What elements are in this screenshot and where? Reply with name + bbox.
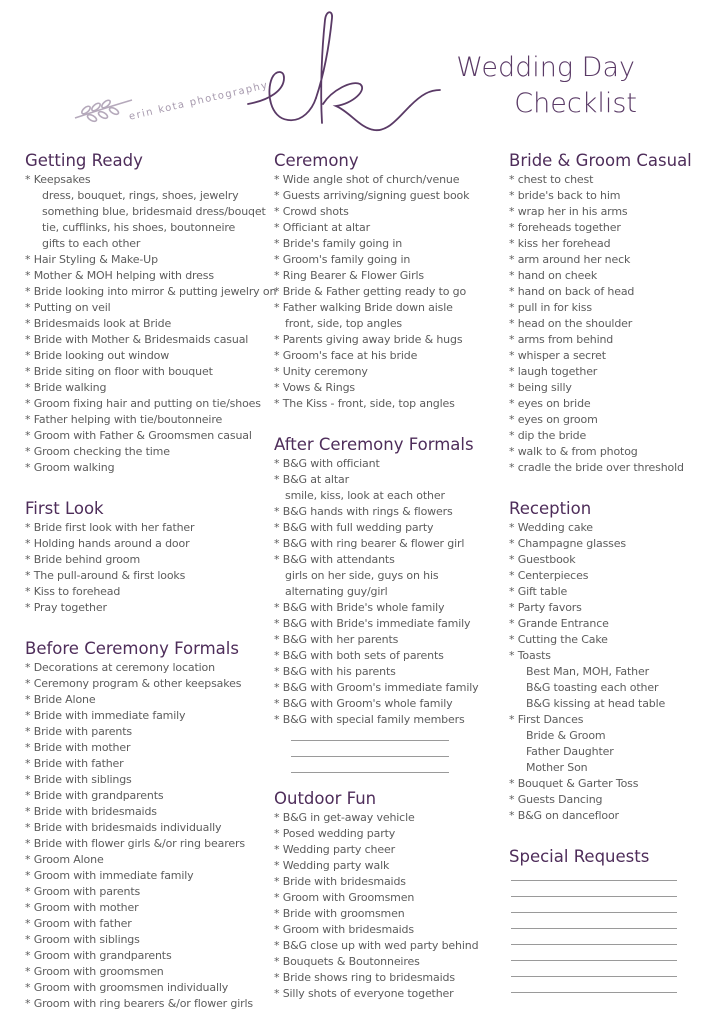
list-item: * B&G hands with rings & flowers [274,505,453,518]
list-item: alternating guy/girl [285,585,388,598]
list-item: * B&G with his parents [274,665,396,678]
ceremony-list [274,172,504,412]
list-item: * Groom checking the time [25,445,170,458]
list-item: * Wedding party cheer [274,843,395,856]
list-item: * walk to & from photog [509,445,638,458]
list-item: * eyes on bride [509,397,591,410]
list-item: * Officiant at altar [274,221,371,234]
section-title-after-ceremony: After Ceremony Formals [274,435,474,454]
list-item: * foreheads together [509,221,621,234]
column-left [25,150,277,1012]
section-title-reception: Reception [509,499,592,518]
list-item: * Bride looking into mirror & putting jewelry on [25,285,277,298]
list-item: * Champagne glasses [509,537,626,550]
column-middle [274,150,504,1002]
list-item: * The pull-around & first looks [25,569,186,582]
blank-line [511,880,677,881]
list-item: * Bride with bridesmaids [274,875,406,888]
reception-list [509,520,709,824]
section-title-getting-ready: Getting Ready [25,151,143,170]
list-item: * Father helping with tie/boutonneire [25,413,223,426]
list-item: * kiss her forehead [509,237,611,250]
list-item: * Bride with father [25,757,124,770]
list-item: * B&G with ring bearer & flower girl [274,537,465,550]
after-ceremony-list [274,456,504,728]
blank-line [291,772,449,773]
list-item: * Bride & Father getting ready to go [274,285,467,298]
list-item: front, side, top angles [285,317,403,330]
list-item: * Pray together [25,601,107,614]
list-item: * arms from behind [509,333,614,346]
blank-line [511,896,677,897]
list-item: * Groom with father [25,917,132,930]
list-item: * First Dances [509,713,584,726]
list-item: * B&G on dancefloor [509,809,619,822]
blank-line [511,928,677,929]
list-item: * Groom with grandparents [25,949,172,962]
list-item: * Decorations at ceremony location [25,661,215,674]
list-item: * Bride with bridesmaids individually [25,821,222,834]
section-title-outdoor-fun: Outdoor Fun [274,789,377,808]
list-item: * Groom with ring bearers &/or flower girls [25,997,253,1010]
list-item: * B&G with Bride's immediate family [274,617,471,630]
blank-line [291,756,449,757]
list-item: * being silly [509,381,572,394]
list-item: * Bride with bridesmaids [25,805,157,818]
list-item: * B&G in get-away vehicle [274,811,415,824]
list-item: * Keepsakes [25,173,91,186]
ek-monogram-logo [70,8,470,148]
list-item: smile, kiss, look at each other [285,489,445,502]
brand-name: erin kota photography [128,79,270,123]
list-item: * Grande Entrance [509,617,609,630]
list-item: * hand on cheek [509,269,598,282]
list-item: Father Daughter [526,745,614,758]
list-item: * Ceremony program & other keepsakes [25,677,242,690]
list-item: * Groom with Groomsmen [274,891,415,904]
list-item: * Wedding cake [509,521,593,534]
list-item: B&G kissing at head table [526,697,666,710]
bg-casual-list [509,172,709,476]
blank-line [291,740,449,741]
list-item: dress, bouquet, rings, shoes, jewelry [42,189,239,202]
list-item: * cradle the bride over threshold [509,461,684,474]
list-item: * arm around her neck [509,253,631,266]
list-item: * Groom with Father & Groomsmen casual [25,429,252,442]
list-item: * Groom Alone [25,853,104,866]
blank-lines [291,740,449,773]
list-item: * Bride with mother [25,741,131,754]
list-item: * Vows & Rings [274,381,355,394]
list-item: * Holding hands around a door [25,537,190,550]
list-item: * hand on back of head [509,285,635,298]
list-item: * Groom with groomsmen individually [25,981,229,994]
list-item: * Groom's face at his bride [274,349,418,362]
outdoor-fun-list [274,810,504,1002]
list-item: * Groom with groomsmen [25,965,164,978]
list-item: * Guestbook [509,553,576,566]
list-item: * Crowd shots [274,205,349,218]
list-item: * wrap her in his arms [509,205,628,218]
list-item: * Toasts [509,649,551,662]
list-item: Best Man, MOH, Father [526,665,649,678]
special-requests-lines [511,880,677,993]
list-item: gifts to each other [42,237,141,250]
list-item: * Bride with immediate family [25,709,186,722]
list-item: * whisper a secret [509,349,606,362]
section-title-ceremony: Ceremony [274,151,359,170]
list-item: Bride & Groom [526,729,606,742]
section-title-bg-casual: Bride & Groom Casual [509,151,692,170]
list-item: * Bridesmaids look at Bride [25,317,172,330]
list-item: * B&G with her parents [274,633,399,646]
before-ceremony-list [25,660,265,1012]
list-item: * Groom fixing hair and putting on tie/shoes [25,397,261,410]
list-item: * Bride behind groom [25,553,141,566]
list-item: * Bouquets & Boutonneires [274,955,420,968]
list-item: * Posed wedding party [274,827,396,840]
list-item: * B&G close up with wed party behind [274,939,479,952]
list-item: * Bride Alone [25,693,96,706]
list-item: * dip the bride [509,429,587,442]
list-item: * Ring Bearer & Flower Girls [274,269,424,282]
title-line-1: Wedding Day [456,52,635,83]
list-item: * Cutting the Cake [509,633,608,646]
section-title-special-requests: Special Requests [509,847,650,866]
list-item: * Party favors [509,601,582,614]
blank-line [511,960,677,961]
list-item: * Bride with flower girls &/or ring bearers [25,837,245,850]
list-item: * Centerpieces [509,569,589,582]
list-item: * bride's back to him [509,189,621,202]
list-item: * laugh together [509,365,598,378]
section-title-before-ceremony: Before Ceremony Formals [25,639,239,658]
list-item: tie, cufflinks, his shoes, boutonneire [42,221,236,234]
list-item: * Groom walking [25,461,115,474]
list-item: something blue, bridesmaid dress/bouqet [42,205,266,218]
list-item: * Bride with siblings [25,773,132,786]
list-item: * Groom with parents [25,885,141,898]
list-item: * B&G with Groom's whole family [274,697,453,710]
first-look-list [25,520,265,616]
page-title [456,50,635,122]
list-item: * chest to chest [509,173,594,186]
list-item: * Groom with immediate family [25,869,194,882]
blank-line [511,976,677,977]
list-item: * Wedding party walk [274,859,390,872]
list-item: girls on her side, guys on his [285,569,439,582]
list-item: * Father walking Bride down aisle [274,301,453,314]
list-item: * Bride first look with her father [25,521,195,534]
list-item: * Parents giving away bride & hugs [274,333,463,346]
list-item: * Hair Styling & Make-Up [25,253,158,266]
list-item: * Bride with grandparents [25,789,164,802]
blank-line [511,992,677,993]
list-item: * Bride with Mother & Bridesmaids casual [25,333,249,346]
list-item: * The Kiss - front, side, top angles [274,397,455,410]
list-item: * Unity ceremony [274,365,368,378]
blank-line [511,912,677,913]
list-item: Mother Son [526,761,588,774]
list-item: * Kiss to forehead [25,585,121,598]
list-item: * Guests arriving/signing guest book [274,189,470,202]
list-item: * pull in for kiss [509,301,592,314]
list-item: * head on the shoulder [509,317,633,330]
getting-ready-list [25,172,277,476]
list-item: * Bride with groomsmen [274,907,405,920]
list-item: * Bride walking [25,381,107,394]
list-item: * B&G with special family members [274,713,465,726]
list-item: * B&G with Groom's immediate family [274,681,479,694]
list-item: * Groom with siblings [25,933,140,946]
column-right [509,150,709,1008]
list-item: * B&G with Bride's whole family [274,601,445,614]
list-item: * Bouquet & Garter Toss [509,777,639,790]
header [0,0,717,150]
list-item: * Silly shots of everyone together [274,987,454,1000]
list-item: * B&G at altar [274,473,349,486]
list-item: * Guests Dancing [509,793,603,806]
list-item: * Groom with bridesmaids [274,923,414,936]
blank-line [511,944,677,945]
list-item: B&G toasting each other [526,681,659,694]
list-item: * Wide angle shot of church/venue [274,173,460,186]
list-item: * B&G with full wedding party [274,521,434,534]
title-line-2: Checklist [514,88,637,119]
list-item: * B&G with both sets of parents [274,649,444,662]
list-item: * Groom with mother [25,901,139,914]
list-item: * Groom's family going in [274,253,411,266]
list-item: * Bride siting on floor with bouquet [25,365,213,378]
list-item: * B&G with attendants [274,553,395,566]
list-item: * eyes on groom [509,413,598,426]
list-item: * Bride's family going in [274,237,403,250]
list-item: * Putting on veil [25,301,111,314]
list-item: * Bride shows ring to bridesmaids [274,971,455,984]
list-item: * Mother & MOH helping with dress [25,269,214,282]
list-item: * B&G with officiant [274,457,380,470]
list-item: * Bride looking out window [25,349,170,362]
list-item: * Bride with parents [25,725,132,738]
section-title-first-look: First Look [25,499,104,518]
list-item: * Gift table [509,585,568,598]
leaf-sprig-icon [75,99,132,123]
